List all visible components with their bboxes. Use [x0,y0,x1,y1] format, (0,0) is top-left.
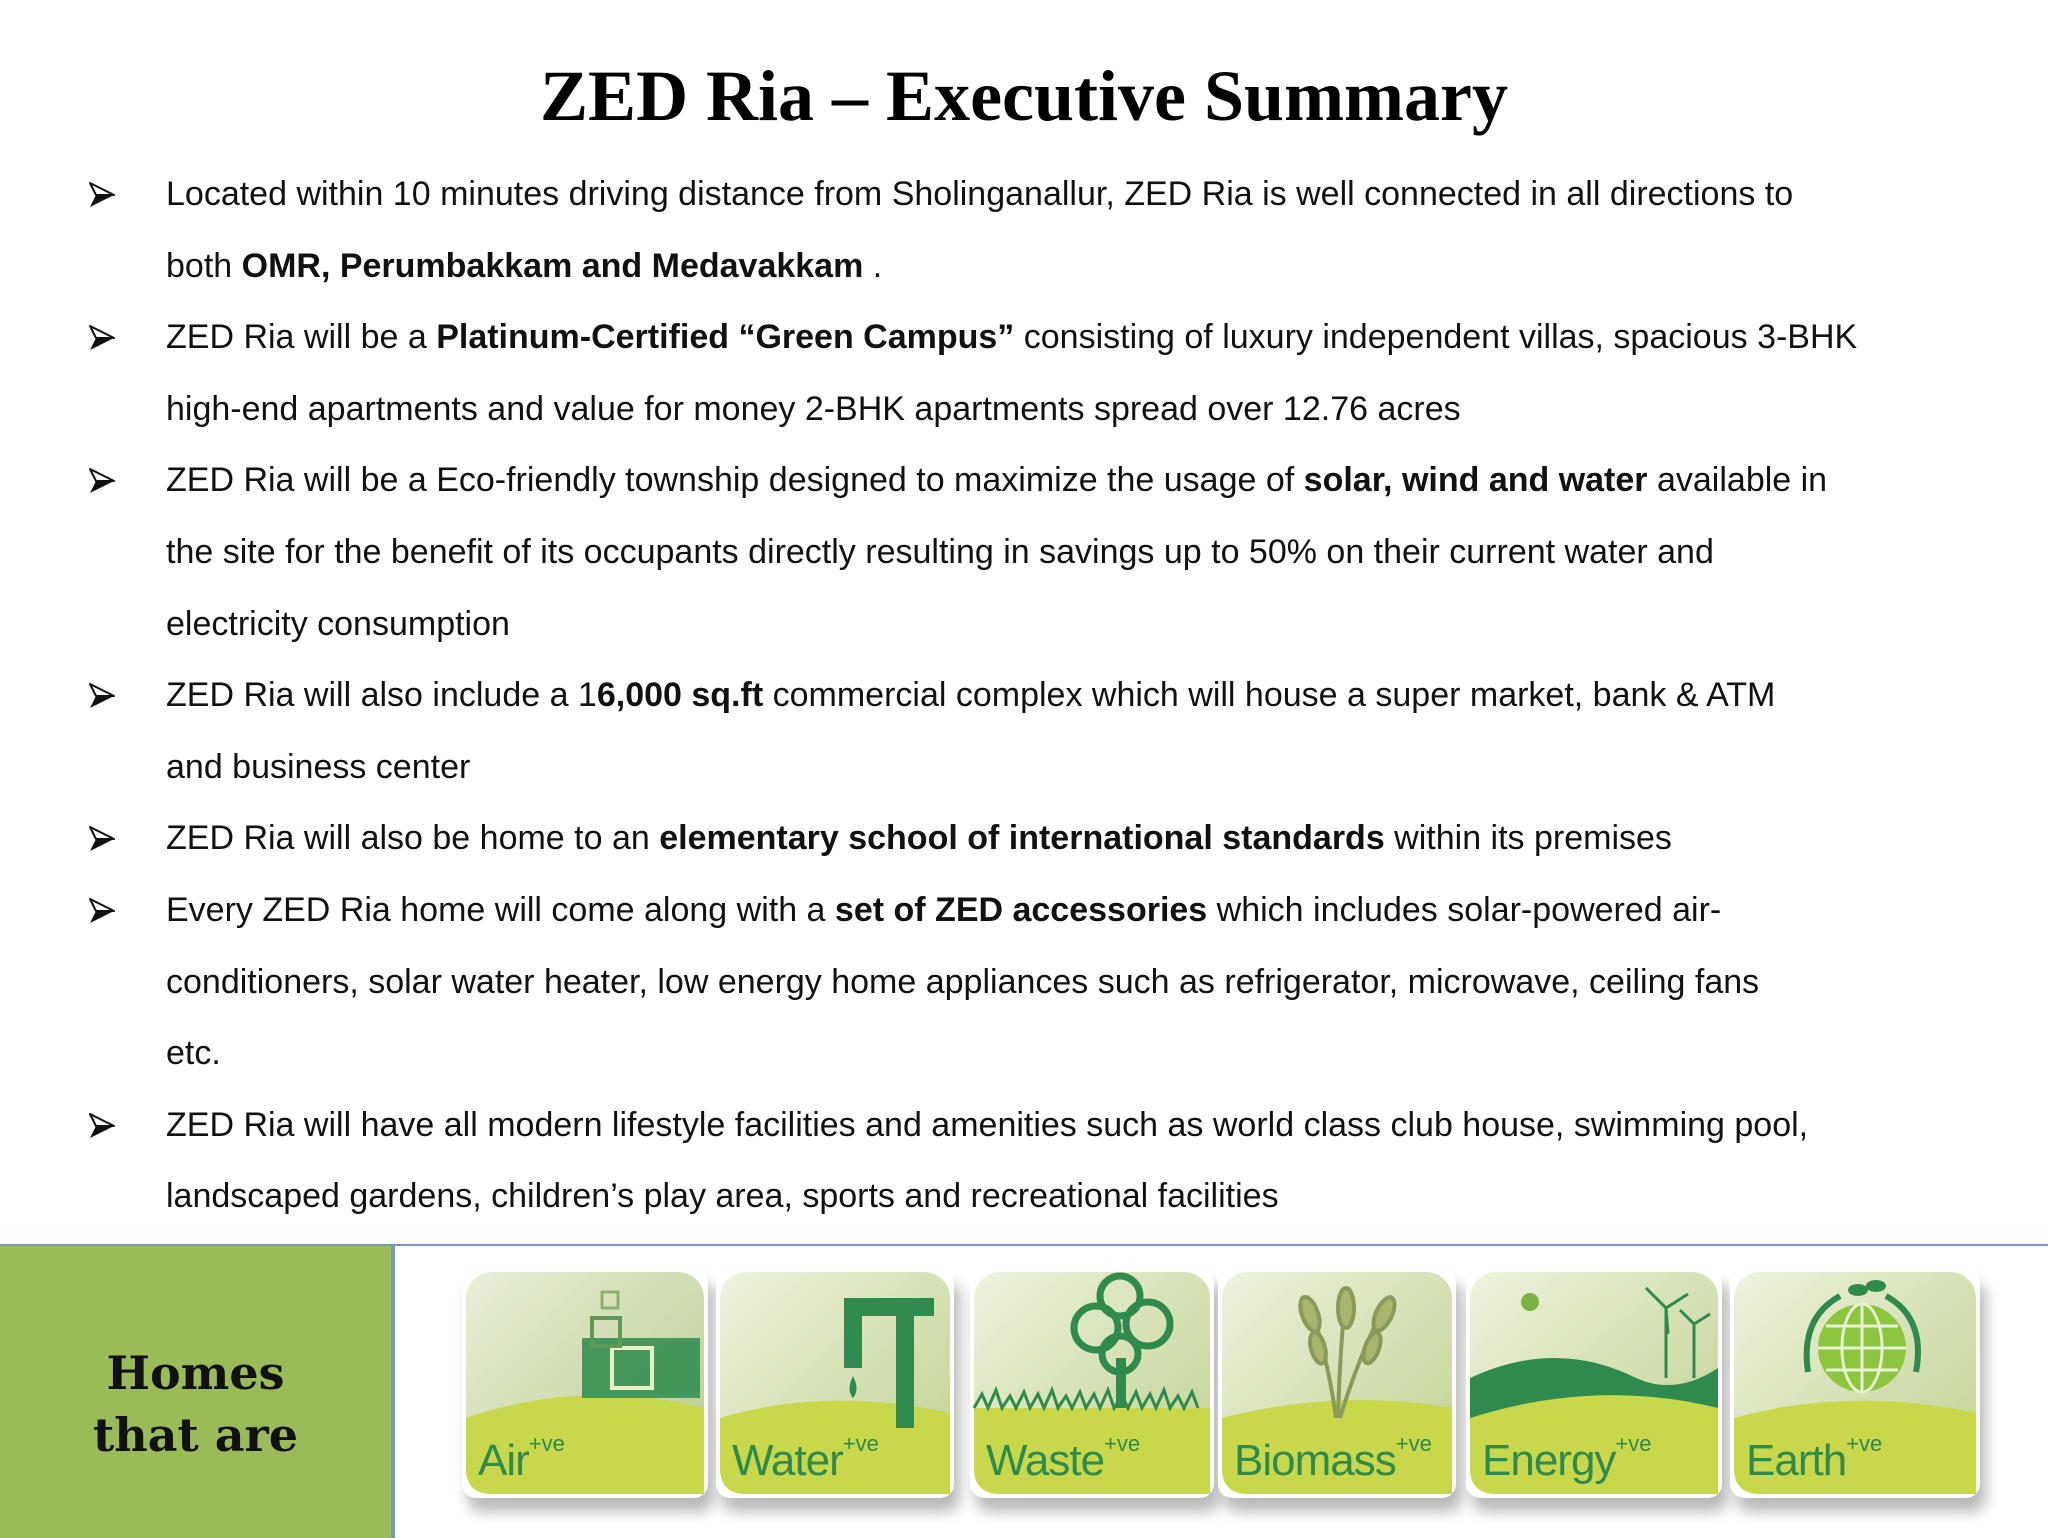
bullet-text-line [166,302,2048,374]
bullet-text-bold: 6,000 sq.ft [596,676,764,715]
tile-label-energy: Energy$^{+ve}$ [1482,1431,1652,1485]
tagline-line-1: Homes [106,1346,285,1400]
arrow-bullet-icon [88,302,122,374]
bullet-text-bold: set of ZED accessories [834,890,1208,929]
bullet-text-line [166,589,2048,661]
bullet-text: Every ZED Ria home will come along with a [166,890,835,929]
arrow-bullet-icon [88,445,122,517]
bullet-item [0,159,2048,302]
bullet-text-line [166,803,2048,875]
bullet-text: both [166,246,242,285]
tile-water [716,1268,954,1498]
bullet-text-bold: OMR, Perumbakkam and Medavakkam [241,246,864,285]
bullet-text: which includes solar-powered air- [1207,890,1722,929]
bullet-text: available in [1647,461,1828,500]
bullet-item [0,875,2048,1090]
bullet-text-line [166,732,2048,804]
summary-bullet-list [0,159,2048,1233]
bullet-text-line [166,517,2048,589]
bullet-text-bold: Platinum-Certified “Green Campus” [436,318,1015,357]
bullet-text-line [166,231,2048,303]
bullet-text-line [166,1161,2048,1233]
bullet-item [0,803,2048,875]
bullet-text: high-end apartments and value for money 2-BHK apartments spread over 12.76 acres [166,389,1461,428]
tile-label-water: Water$^{+ve}$ [732,1431,879,1485]
arrow-bullet-icon [88,159,122,231]
bullet-text: the site for the benefit of its occupants directly resulting in savings up to 50% on their current water and [166,532,1714,571]
bullet-item [0,302,2048,445]
arrow-bullet-icon [88,875,122,947]
tile-energy [1466,1268,1722,1498]
tagline-line-2: that are [92,1408,299,1462]
bullet-text-line [166,445,2048,517]
bullet-text: Located within 10 minutes driving distance from Sholinganallur, ZED Ria is well connected in all directions to [166,175,1794,213]
page-title: ZED Ria – Executive Summary [540,56,1508,136]
bullet-text: and business center [166,747,471,786]
footer-banner [0,1244,2048,1538]
bullet-text: commercial complex which will house a super market, bank & ATM [763,676,1776,715]
tile-label-earth: Earth$^{+ve}$ [1746,1431,1883,1485]
bullet-text-line [166,1090,2048,1162]
bullet-text-line [166,1018,2048,1090]
bullet-text-line [166,875,2048,947]
tile-label-biomass: Biomass$^{+ve}$ [1234,1431,1432,1485]
bullet-item [0,1090,2048,1233]
tile-earth [1730,1268,1980,1498]
bullet-text-bold: solar, wind and water [1303,461,1648,500]
bullet-text-line [166,660,2048,732]
tile-label-waste: Waste$^{+ve}$ [986,1431,1141,1485]
bullet-text: landscaped gardens, children’s play area, sports and recreational facilities [166,1177,1279,1216]
bullet-text: ZED Ria will have all modern lifestyle facilities and amenities such as world class club house, swimming pool, [166,1105,1809,1144]
tile-waste [970,1268,1214,1498]
bullet-item [0,660,2048,803]
bullet-item [0,445,2048,660]
bullet-text: ZED Ria will be a Eco-friendly township designed to maximize the usage of [166,461,1304,500]
bullet-text: electricity consumption [166,604,510,643]
bullet-text: conditioners, solar water heater, low energy home appliances such as refrigerator, microwave, ceiling fans [166,962,1760,1001]
tile-label-air: Air$^{+ve}$ [478,1431,565,1485]
bullet-text: within its premises [1384,819,1672,858]
bullet-text: ZED Ria will also include a 1 [166,676,597,715]
bullet-text: ZED Ria will be a [166,318,437,357]
bullet-text: consisting of luxury independent villas, spacious 3-BHK [1014,318,1858,357]
bullet-text-bold: elementary school of international standards [659,819,1385,858]
bullet-text-line [166,159,2048,231]
arrow-bullet-icon [88,803,122,875]
bullet-text-line [166,947,2048,1019]
footer-tagline-panel [0,1246,395,1538]
bullet-text-line [166,374,2048,446]
arrow-bullet-icon [88,660,122,732]
footer-tagline [93,1342,298,1466]
arrow-bullet-icon [88,1090,122,1162]
bullet-text: . [863,246,883,285]
tile-air [462,1268,708,1498]
bullet-text: etc. [166,1034,221,1073]
tile-biomass [1218,1268,1456,1498]
bullet-text: ZED Ria will also be home to an [166,819,660,858]
